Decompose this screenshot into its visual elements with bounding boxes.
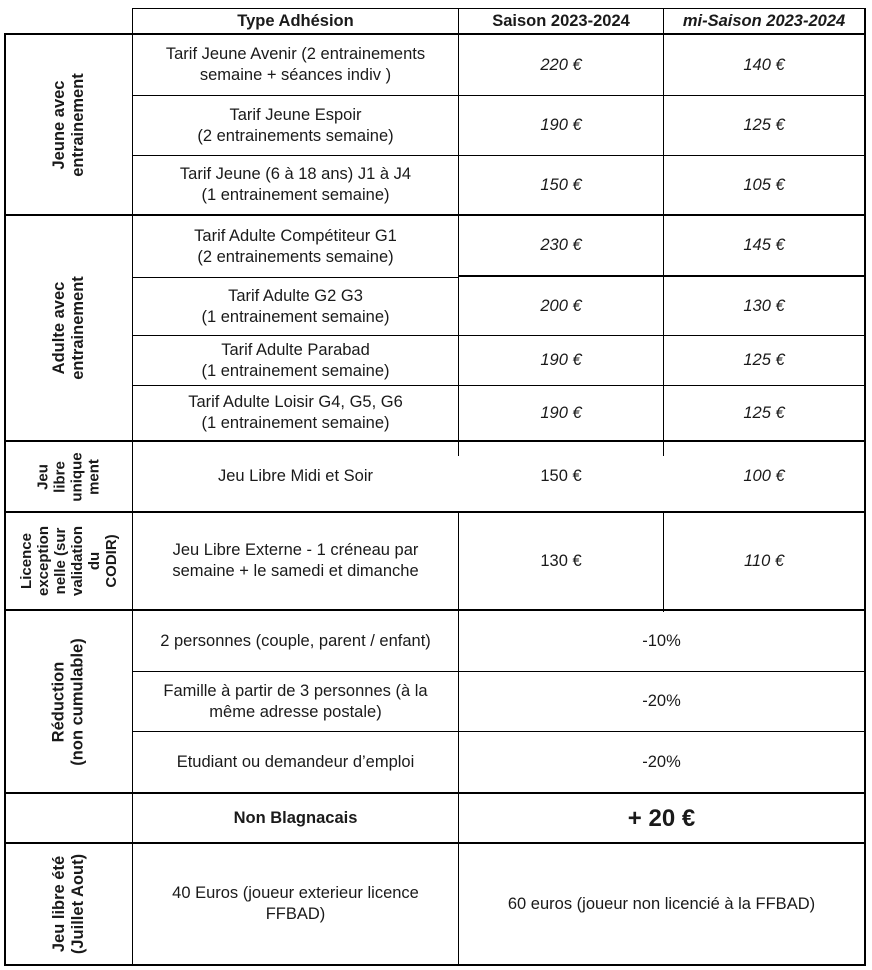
group-adulte: Adulte avec entrainement [49,276,87,380]
tarif-season: 190 € [540,403,582,422]
tarif-label: Jeu Libre Midi et Soir [218,467,373,485]
ete-non-licencie: 60 euros (joueur non licencié à la FFBAD) [507,894,816,913]
non-blagnacais-value: + 20 € [627,804,696,832]
group-jeu-libre: Jeu libre unique ment [34,451,103,502]
tarif-season: 150 € [540,467,582,485]
tarif-label: Tarif Adulte Loisir G4, G5, G6 (1 entrainement semaine) [188,393,403,432]
tarif-season: 220 € [540,55,582,74]
tarif-mid: 110 € [743,551,785,570]
header-season: Saison 2023-2024 [492,11,630,30]
tarif-label: Jeu Libre Externe - 1 créneau par semaine + le samedi et dimanche [172,541,419,580]
tarif-season: 200 € [540,296,582,315]
grid-line [4,964,866,966]
group-licence: Licence exception nelle (sur validation du CODIR) [18,525,120,597]
tarif-label: Tarif Jeune Avenir (2 entrainements semaine + séances indiv ) [165,45,426,84]
tarif-season: 150 € [540,175,582,194]
non-blagnacais-label: Non Blagnacais [233,808,358,827]
grid-line [864,8,866,966]
tarif-label: Tarif Jeune Espoir (2 entrainements semaine) [197,105,394,145]
tarif-mid: 145 € [743,236,785,254]
group-ete: Jeu libre été (Juillet Aout) [50,853,87,955]
reduction-value: -10% [642,631,681,650]
reduction-label: Etudiant ou demandeur d’emploi [176,752,415,771]
tarif-mid: 125 € [743,351,785,369]
reduction-label: Famille à partir de 3 personnes (à la même adresse postale) [163,681,428,721]
reduction-value: -20% [642,692,681,710]
tarif-season: 230 € [540,236,582,254]
tarif-mid: 140 € [743,55,785,74]
tarif-mid: 105 € [743,175,785,194]
reduction-label: 2 personnes (couple, parent / enfant) [160,631,431,650]
tarif-label: Tarif Jeune (6 à 18 ans) J1 à J4 (1 entrainement semaine) [179,165,412,204]
header-mid-season: mi-Saison 2023-2024 [682,11,846,30]
tarif-season: 130 € [540,551,582,570]
header-type: Type Adhésion [237,11,354,30]
group-reduction: Réduction (non cumulable) [50,637,88,766]
tarif-mid: 125 € [743,116,785,134]
tarif-season: 190 € [540,351,582,369]
tarif-label: Tarif Adulte Compétiteur G1 (2 entrainements semaine) [194,226,397,266]
tarif-mid: 125 € [743,403,785,422]
tarif-label: Tarif Adulte Parabad (1 entrainement semaine) [201,340,390,380]
ete-licencie: 40 Euros (joueur exterieur licence FFBAD) [172,884,419,923]
tarif-mid: 100 € [743,467,785,485]
tarif-mid: 130 € [743,296,785,315]
tarif-season: 190 € [540,116,582,134]
reduction-value: -20% [642,752,681,771]
group-jeune: Jeune avec entrainement [49,72,87,177]
tarif-label: Tarif Adulte G2 G3 (1 entrainement semaine) [201,286,390,326]
